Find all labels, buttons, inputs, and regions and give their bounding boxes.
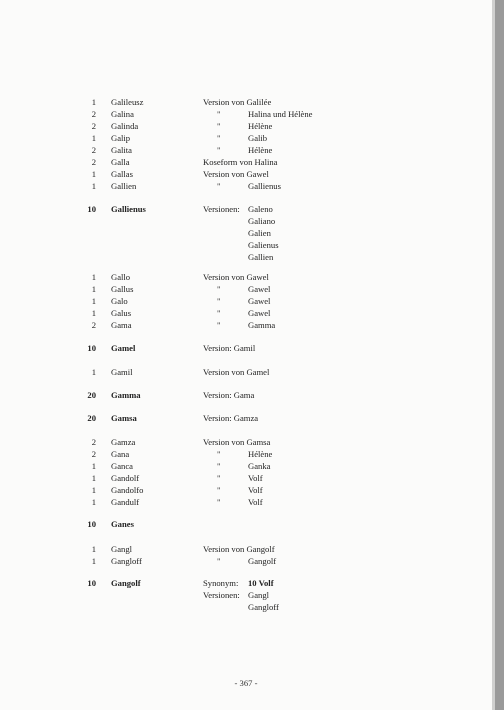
ditto-mark: ": [217, 308, 221, 318]
ditto-mark: ": [217, 284, 221, 294]
name-cell: Gandolfo: [111, 485, 144, 495]
name-cell: Gamsa: [111, 413, 137, 423]
frequency-cell: 1: [91, 296, 96, 306]
name-cell: Galita: [111, 145, 132, 155]
ditto-mark: ": [217, 133, 221, 143]
name-cell: Gallienus: [111, 204, 146, 214]
ditto-mark: ": [217, 556, 221, 566]
frequency-cell: 10: [87, 204, 96, 214]
table-row: [0, 319, 492, 331]
related-name-cell: Volf: [248, 485, 263, 495]
frequency-cell: 2: [91, 109, 96, 119]
table-row: [0, 518, 492, 530]
table-row: [0, 543, 492, 555]
ditto-mark: ": [217, 461, 221, 471]
table-row: [0, 283, 492, 295]
frequency-cell: 2: [91, 437, 96, 447]
related-name-cell: Gallienus: [248, 181, 281, 191]
relation-cell: Version von Gamel: [203, 367, 270, 377]
related-name-cell: Galib: [248, 133, 268, 143]
book-spine-shadow: [495, 0, 504, 710]
frequency-cell: 1: [91, 473, 96, 483]
table-row: [0, 295, 492, 307]
related-name-cell: Gallien: [248, 252, 274, 262]
name-cell: Galla: [111, 157, 130, 167]
frequency-cell: 2: [91, 121, 96, 131]
name-cell: Gandulf: [111, 497, 140, 507]
name-cell: Gamma: [111, 390, 141, 400]
frequency-cell: 2: [91, 449, 96, 459]
name-cell: Galus: [111, 308, 132, 318]
related-name-cell: Gangolf: [248, 556, 277, 566]
related-name-cell: Volf: [248, 497, 263, 507]
relation-cell: Version von Galilée: [203, 97, 272, 107]
relation-cell: Version von Gangolf: [203, 544, 275, 554]
name-cell: Gangolf: [111, 578, 141, 588]
table-row: [0, 484, 492, 496]
name-cell: Gallien: [111, 181, 137, 191]
table-row: [0, 307, 492, 319]
frequency-cell: 20: [87, 390, 96, 400]
relation-cell: Versionen:: [203, 590, 240, 600]
frequency-cell: 1: [91, 461, 96, 471]
related-name-cell: Galienus: [248, 240, 279, 250]
ditto-mark: ": [217, 121, 221, 131]
frequency-cell: 2: [91, 157, 96, 167]
page-number: - 367 -: [234, 678, 258, 688]
name-cell: Gamel: [111, 343, 136, 353]
ditto-mark: ": [217, 449, 221, 459]
relation-cell: Versionen:: [203, 204, 240, 214]
name-cell: Gamza: [111, 437, 136, 447]
related-name-cell: Gawel: [248, 284, 271, 294]
table-row: [0, 215, 492, 227]
ditto-mark: ": [217, 109, 221, 119]
name-cell: Gandolf: [111, 473, 140, 483]
table-row: [0, 577, 492, 589]
table-row: [0, 496, 492, 508]
frequency-cell: 10: [87, 343, 96, 353]
frequency-cell: 1: [91, 497, 96, 507]
ditto-mark: ": [217, 145, 221, 155]
frequency-cell: 2: [91, 320, 96, 330]
relation-cell: Version: Gama: [203, 390, 255, 400]
frequency-cell: 1: [91, 272, 96, 282]
frequency-cell: 1: [91, 133, 96, 143]
name-cell: Gana: [111, 449, 130, 459]
table-row: [0, 589, 492, 601]
related-name-cell: Gangloff: [248, 602, 279, 612]
relation-cell: Version: Gamza: [203, 413, 259, 423]
related-name-cell: Halina und Hélène: [248, 109, 313, 119]
table-row: [0, 366, 492, 378]
related-name-cell: Gamma: [248, 320, 276, 330]
related-name-cell: Ganka: [248, 461, 271, 471]
ditto-mark: ": [217, 485, 221, 495]
table-row: [0, 460, 492, 472]
table-row: [0, 271, 492, 283]
related-name-cell: Galeno: [248, 204, 273, 214]
table-row: [0, 239, 492, 251]
related-name-cell: 10 Volf: [248, 578, 274, 588]
related-name-cell: Hélène: [248, 121, 273, 131]
name-cell: Galina: [111, 109, 134, 119]
table-row: [0, 168, 492, 180]
frequency-cell: 1: [91, 544, 96, 554]
frequency-cell: 1: [91, 485, 96, 495]
table-row: [0, 96, 492, 108]
name-cell: Gallas: [111, 169, 133, 179]
table-row: [0, 472, 492, 484]
frequency-cell: 1: [91, 308, 96, 318]
frequency-cell: 20: [87, 413, 96, 423]
table-row: [0, 156, 492, 168]
name-cell: Ganes: [111, 519, 134, 529]
table-row: [0, 342, 492, 354]
ditto-mark: ": [217, 181, 221, 191]
related-name-cell: Hélène: [248, 449, 273, 459]
table-row: [0, 203, 492, 215]
name-cell: Galip: [111, 133, 131, 143]
table-row: [0, 144, 492, 156]
ditto-mark: ": [217, 296, 221, 306]
name-cell: Gallo: [111, 272, 131, 282]
table-row: [0, 108, 492, 120]
table-row: [0, 448, 492, 460]
table-row: [0, 227, 492, 239]
frequency-cell: 1: [91, 284, 96, 294]
frequency-cell: 10: [87, 519, 96, 529]
table-row: [0, 555, 492, 567]
related-name-cell: Gawel: [248, 308, 271, 318]
frequency-cell: 2: [91, 145, 96, 155]
name-cell: Galo: [111, 296, 128, 306]
frequency-cell: 1: [91, 556, 96, 566]
name-cell: Gallus: [111, 284, 134, 294]
name-cell: Gangloff: [111, 556, 142, 566]
relation-cell: Version von Gawel: [203, 272, 269, 282]
related-name-cell: Gangl: [248, 590, 270, 600]
ditto-mark: ": [217, 497, 221, 507]
ditto-mark: ": [217, 473, 221, 483]
table-row: [0, 412, 492, 424]
name-cell: Gangl: [111, 544, 133, 554]
related-name-cell: Volf: [248, 473, 263, 483]
table-row: [0, 601, 492, 613]
related-name-cell: Gawel: [248, 296, 271, 306]
related-name-cell: Galien: [248, 228, 271, 238]
relation-cell: Version von Gawel: [203, 169, 269, 179]
name-cell: Gamil: [111, 367, 133, 377]
frequency-cell: 1: [91, 181, 96, 191]
relation-cell: Koseform von Halina: [203, 157, 278, 167]
table-row: [0, 120, 492, 132]
table-row: [0, 180, 492, 192]
table-row: [0, 132, 492, 144]
ditto-mark: ": [217, 320, 221, 330]
related-name-cell: Galiano: [248, 216, 276, 226]
frequency-cell: 1: [91, 97, 96, 107]
table-row: [0, 251, 492, 263]
name-cell: Ganca: [111, 461, 133, 471]
related-name-cell: Hélène: [248, 145, 273, 155]
name-cell: Gama: [111, 320, 132, 330]
table-row: [0, 389, 492, 401]
relation-cell: Version: Gamil: [203, 343, 256, 353]
relation-cell: Version von Gamsa: [203, 437, 271, 447]
name-cell: Galileusz: [111, 97, 144, 107]
relation-cell: Synonym:: [203, 578, 239, 588]
frequency-cell: 10: [87, 578, 96, 588]
name-cell: Galinda: [111, 121, 139, 131]
table-row: [0, 436, 492, 448]
frequency-cell: 1: [91, 169, 96, 179]
frequency-cell: 1: [91, 367, 96, 377]
